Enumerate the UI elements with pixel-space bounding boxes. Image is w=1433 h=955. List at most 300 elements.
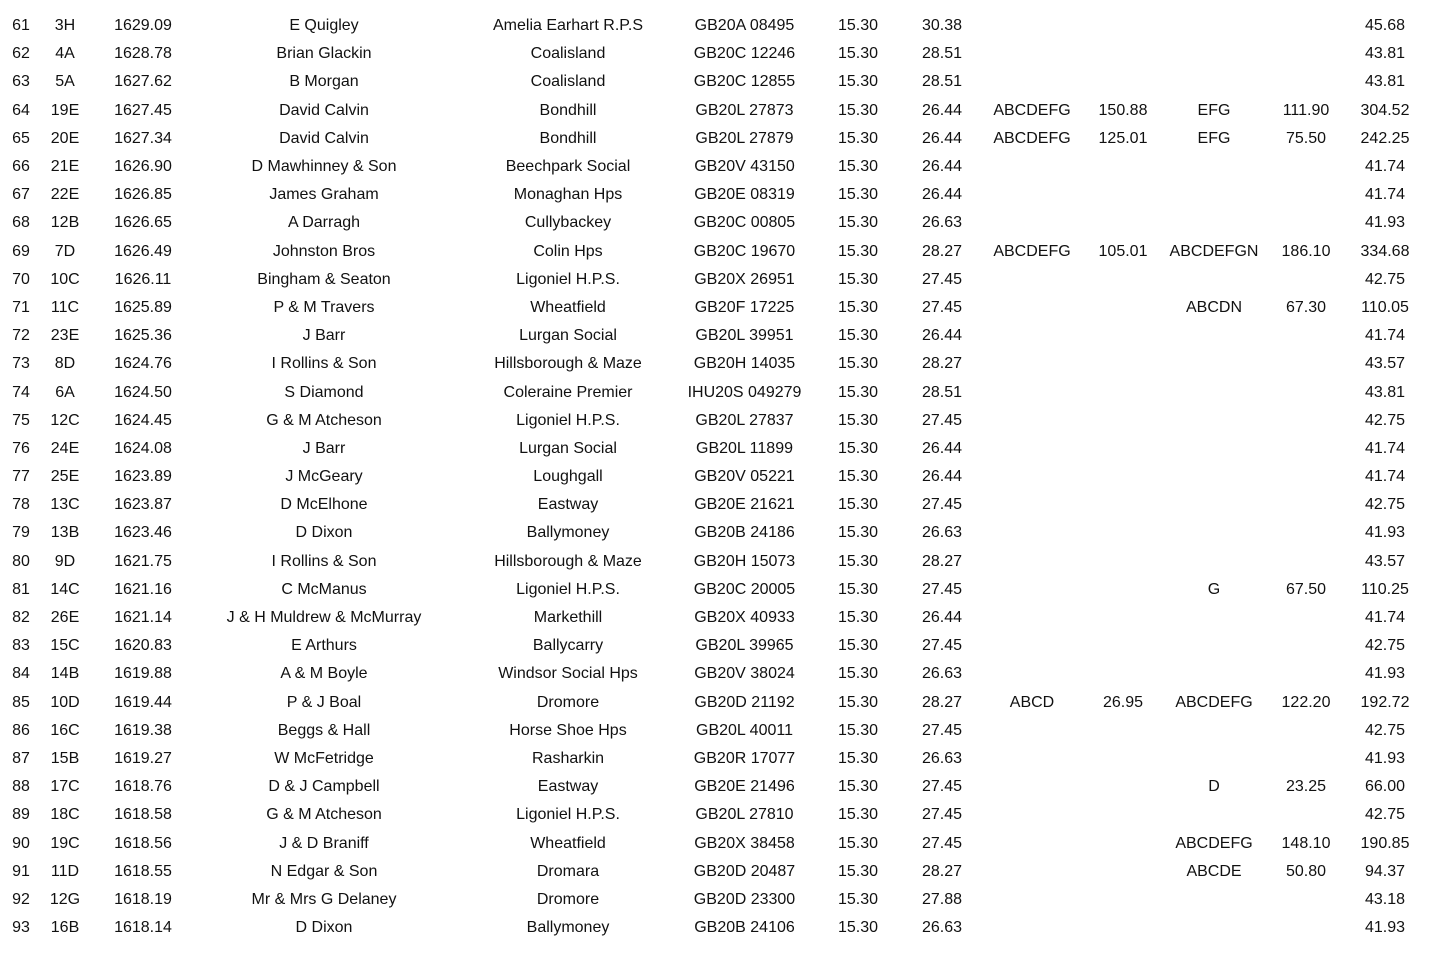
pen-number-cell: 3H: [54, 17, 76, 35]
ring-number-cell: GB20V 43150: [694, 158, 795, 176]
entry-fee-cell: 15.30: [837, 129, 879, 147]
pool-amount-a-cell: [1093, 463, 1153, 491]
pool-codes-b-cell: EFG: [1197, 101, 1231, 119]
prize-cell: 26.44: [921, 158, 963, 176]
ring-number-cell: GB20L 39965: [695, 637, 794, 655]
pool-codes-a-cell: ABCDEFG: [993, 101, 1071, 119]
position-cell: 64: [12, 101, 30, 119]
pen-number-cell: 19E: [50, 101, 80, 119]
velocity-cell: 1619.44: [114, 693, 172, 711]
prize-cell: 27.45: [921, 580, 963, 598]
total-cell: 41.74: [1364, 468, 1406, 486]
position-cell: 66: [12, 158, 30, 176]
entry-fee-cell: 15.30: [837, 778, 879, 796]
pool-codes-a-cell: [971, 435, 1093, 463]
entry-fee-cell: 15.30: [837, 834, 879, 852]
table-row: [0, 717, 1433, 745]
pool-amount-a-cell: [1093, 350, 1153, 378]
pool-amount-b-cell: 23.25: [1285, 778, 1327, 796]
member-name-cell: D & J Campbell: [268, 778, 380, 796]
pool-amount-b-cell: [1275, 266, 1337, 294]
table-row: [0, 576, 1433, 604]
position-cell: 72: [12, 327, 30, 345]
ring-number-cell: GB20L 27879: [695, 129, 794, 147]
pool-amount-a-cell: [1093, 12, 1153, 40]
table-row: [0, 773, 1433, 801]
ring-number-cell: GB20L 27873: [695, 101, 794, 119]
pool-codes-a-cell: ABCD: [1009, 693, 1055, 711]
entry-fee-cell: 15.30: [837, 806, 879, 824]
table-row: [0, 886, 1433, 914]
pool-codes-a-cell: [971, 801, 1093, 829]
pen-number-cell: 6A: [55, 383, 75, 401]
ring-number-cell: GB20C 12855: [693, 73, 796, 91]
member-name-cell: D Dixon: [295, 919, 353, 937]
pool-codes-b-cell: ABCDEFG: [1175, 834, 1253, 852]
club-name-cell: Bondhill: [539, 101, 597, 119]
velocity-cell: 1627.45: [114, 101, 172, 119]
ring-number-cell: GB20L 27837: [695, 411, 794, 429]
pool-codes-a-cell: [971, 604, 1093, 632]
pool-codes-b-cell: [1153, 266, 1275, 294]
pool-amount-a-cell: [1093, 576, 1153, 604]
pool-amount-b-cell: 111.90: [1282, 101, 1330, 119]
member-name-cell: J & H Muldrew & McMurray: [226, 609, 422, 627]
club-name-cell: Horse Shoe Hps: [509, 721, 627, 739]
prize-cell: 27.45: [921, 721, 963, 739]
pool-codes-b-cell: [1153, 660, 1275, 688]
position-cell: 68: [12, 214, 30, 232]
total-cell: 110.25: [1361, 580, 1409, 598]
pool-amount-b-cell: [1275, 914, 1337, 942]
velocity-cell: 1625.36: [114, 327, 172, 345]
pen-number-cell: 11D: [50, 862, 80, 880]
prize-cell: 26.63: [921, 665, 963, 683]
prize-cell: 27.45: [921, 411, 963, 429]
results-table: [0, 12, 1433, 942]
total-cell: 304.52: [1360, 101, 1410, 119]
pool-codes-a-cell: [971, 519, 1093, 547]
pool-codes-a-cell: [971, 294, 1093, 322]
prize-cell: 26.63: [921, 919, 963, 937]
total-cell: 66.00: [1364, 778, 1406, 796]
pool-amount-a-cell: [1093, 209, 1153, 237]
pool-amount-a-cell: [1093, 40, 1153, 68]
entry-fee-cell: 15.30: [837, 270, 879, 288]
position-cell: 67: [12, 186, 30, 204]
pool-amount-a-cell: [1093, 858, 1153, 886]
total-cell: 334.68: [1360, 242, 1410, 260]
pool-codes-a-cell: [971, 886, 1093, 914]
pool-codes-b-cell: D: [1208, 778, 1220, 796]
member-name-cell: J McGeary: [285, 468, 363, 486]
club-name-cell: Cullybackey: [524, 214, 612, 232]
position-cell: 93: [12, 919, 30, 937]
total-cell: 41.93: [1364, 919, 1406, 937]
pool-amount-a-cell: [1093, 660, 1153, 688]
club-name-cell: Ballymoney: [526, 919, 610, 937]
entry-fee-cell: 15.30: [837, 355, 879, 373]
pen-number-cell: 16B: [50, 919, 80, 937]
member-name-cell: J Barr: [302, 327, 346, 345]
entry-fee-cell: 15.30: [837, 73, 879, 91]
pool-amount-a-cell: [1093, 435, 1153, 463]
prize-cell: 26.63: [921, 749, 963, 767]
table-row: [0, 660, 1433, 688]
prize-cell: 28.51: [921, 73, 963, 91]
member-name-cell: G & M Atcheson: [266, 806, 382, 824]
velocity-cell: 1624.50: [114, 383, 172, 401]
pen-number-cell: 11C: [50, 298, 80, 316]
velocity-cell: 1624.76: [114, 355, 172, 373]
pen-number-cell: 19C: [50, 834, 80, 852]
pool-amount-b-cell: [1275, 322, 1337, 350]
position-cell: 84: [12, 665, 30, 683]
velocity-cell: 1619.88: [114, 665, 172, 683]
pen-number-cell: 15B: [50, 749, 80, 767]
member-name-cell: Brian Glackin: [276, 45, 372, 63]
pool-codes-b-cell: [1153, 886, 1275, 914]
total-cell: 43.81: [1364, 45, 1406, 63]
position-cell: 78: [12, 496, 30, 514]
entry-fee-cell: 15.30: [837, 383, 879, 401]
ring-number-cell: GB20E 21621: [694, 496, 795, 514]
ring-number-cell: GB20B 24186: [694, 524, 795, 542]
table-row: [0, 435, 1433, 463]
member-name-cell: I Rollins & Son: [271, 355, 377, 373]
velocity-cell: 1618.76: [114, 778, 172, 796]
position-cell: 92: [12, 890, 30, 908]
table-row: [0, 801, 1433, 829]
pool-amount-a-cell: 150.88: [1098, 101, 1148, 119]
pool-codes-b-cell: [1153, 209, 1275, 237]
total-cell: 41.93: [1364, 524, 1406, 542]
club-name-cell: Lurgan Social: [519, 327, 617, 345]
member-name-cell: B Morgan: [289, 73, 359, 91]
entry-fee-cell: 15.30: [837, 45, 879, 63]
position-cell: 65: [12, 129, 30, 147]
club-name-cell: Wheatfield: [530, 298, 606, 316]
table-row: [0, 491, 1433, 519]
ring-number-cell: GB20L 40011: [696, 721, 793, 739]
position-cell: 76: [12, 439, 30, 457]
member-name-cell: Bingham & Seaton: [257, 270, 391, 288]
club-name-cell: Dromore: [536, 693, 600, 711]
pool-codes-b-cell: [1153, 181, 1275, 209]
pen-number-cell: 13C: [50, 496, 80, 514]
position-cell: 81: [12, 580, 30, 598]
pool-amount-a-cell: [1093, 519, 1153, 547]
position-cell: 62: [12, 45, 30, 63]
member-name-cell: W McFetridge: [274, 749, 374, 767]
prize-cell: 28.27: [921, 552, 963, 570]
pool-codes-b-cell: [1153, 12, 1275, 40]
table-row: [0, 153, 1433, 181]
pool-codes-b-cell: ABCDEFG: [1175, 693, 1253, 711]
pool-codes-a-cell: [971, 660, 1093, 688]
club-name-cell: Coalisland: [530, 45, 606, 63]
member-name-cell: Beggs & Hall: [277, 721, 371, 739]
club-name-cell: Markethill: [533, 609, 603, 627]
total-cell: 42.75: [1364, 411, 1406, 429]
pool-amount-b-cell: [1275, 801, 1337, 829]
table-row: [0, 294, 1433, 322]
club-name-cell: Ligoniel H.P.S.: [516, 270, 620, 288]
velocity-cell: 1626.85: [114, 186, 172, 204]
pool-amount-a-cell: 26.95: [1102, 693, 1144, 711]
ring-number-cell: GB20L 11899: [696, 439, 793, 457]
entry-fee-cell: 15.30: [837, 439, 879, 457]
table-row: [0, 548, 1433, 576]
pool-amount-a-cell: [1093, 407, 1153, 435]
position-cell: 85: [12, 693, 30, 711]
velocity-cell: 1623.46: [114, 524, 172, 542]
pen-number-cell: 5A: [55, 73, 75, 91]
table-row: [0, 266, 1433, 294]
prize-cell: 26.44: [921, 327, 963, 345]
pool-codes-b-cell: [1153, 407, 1275, 435]
entry-fee-cell: 15.30: [837, 919, 879, 937]
pool-codes-a-cell: [971, 773, 1093, 801]
table-row: [0, 463, 1433, 491]
table-row: [0, 209, 1433, 237]
entry-fee-cell: 15.30: [837, 496, 879, 514]
ring-number-cell: GB20F 17225: [694, 298, 795, 316]
pen-number-cell: 9D: [54, 552, 76, 570]
pool-codes-a-cell: [971, 266, 1093, 294]
pool-amount-a-cell: [1093, 773, 1153, 801]
pool-codes-a-cell: [971, 858, 1093, 886]
club-name-cell: Ligoniel H.P.S.: [516, 806, 620, 824]
pool-codes-a-cell: ABCDEFG: [993, 242, 1071, 260]
velocity-cell: 1627.34: [114, 129, 172, 147]
position-cell: 89: [12, 806, 30, 824]
ring-number-cell: GB20L 27810: [695, 806, 794, 824]
ring-number-cell: GB20E 21496: [694, 778, 795, 796]
pool-amount-b-cell: [1275, 886, 1337, 914]
ring-number-cell: GB20D 21192: [694, 693, 795, 711]
entry-fee-cell: 15.30: [837, 862, 879, 880]
pool-amount-a-cell: 125.01: [1098, 129, 1148, 147]
total-cell: 94.37: [1364, 862, 1406, 880]
ring-number-cell: GB20H 14035: [693, 355, 796, 373]
pool-codes-b-cell: [1153, 350, 1275, 378]
pool-codes-b-cell: [1153, 914, 1275, 942]
entry-fee-cell: 15.30: [837, 17, 879, 35]
table-row: [0, 68, 1433, 96]
club-name-cell: Bondhill: [539, 129, 597, 147]
pool-codes-b-cell: [1153, 519, 1275, 547]
club-name-cell: Rasharkin: [531, 749, 605, 767]
pool-amount-b-cell: 122.20: [1281, 693, 1331, 711]
pool-amount-b-cell: [1275, 745, 1337, 773]
pool-amount-a-cell: [1093, 378, 1153, 406]
position-cell: 71: [12, 298, 30, 316]
position-cell: 82: [12, 609, 30, 627]
velocity-cell: 1618.14: [114, 919, 172, 937]
club-name-cell: Ballycarry: [532, 637, 604, 655]
total-cell: 43.57: [1364, 552, 1406, 570]
position-cell: 86: [12, 721, 30, 739]
total-cell: 190.85: [1360, 834, 1410, 852]
prize-cell: 27.45: [921, 834, 963, 852]
pool-amount-b-cell: [1275, 40, 1337, 68]
member-name-cell: A & M Boyle: [280, 665, 368, 683]
pool-codes-a-cell: [971, 548, 1093, 576]
pen-number-cell: 8D: [54, 355, 76, 373]
member-name-cell: A Darragh: [287, 214, 361, 232]
ring-number-cell: GB20C 00805: [693, 214, 796, 232]
position-cell: 79: [12, 524, 30, 542]
position-cell: 83: [12, 637, 30, 655]
pool-codes-b-cell: [1153, 717, 1275, 745]
pool-amount-b-cell: [1275, 491, 1337, 519]
velocity-cell: 1624.08: [114, 439, 172, 457]
pen-number-cell: 25E: [50, 468, 80, 486]
total-cell: 43.18: [1364, 890, 1406, 908]
prize-cell: 27.45: [921, 806, 963, 824]
member-name-cell: J & D Braniff: [279, 834, 369, 852]
pool-amount-b-cell: 67.30: [1285, 298, 1327, 316]
pool-codes-a-cell: ABCDEFG: [993, 129, 1071, 147]
pool-amount-b-cell: [1275, 378, 1337, 406]
member-name-cell: David Calvin: [279, 129, 369, 147]
pool-codes-a-cell: [971, 914, 1093, 942]
pool-codes-a-cell: [971, 153, 1093, 181]
pool-codes-b-cell: [1153, 463, 1275, 491]
pool-amount-b-cell: 75.50: [1285, 129, 1327, 147]
results-body: [0, 12, 1433, 942]
club-name-cell: Coleraine Premier: [503, 383, 633, 401]
entry-fee-cell: 15.30: [837, 609, 879, 627]
member-name-cell: J Barr: [302, 439, 346, 457]
prize-cell: 27.45: [921, 637, 963, 655]
total-cell: 42.75: [1364, 721, 1406, 739]
pen-number-cell: 24E: [50, 439, 80, 457]
pen-number-cell: 13B: [50, 524, 80, 542]
pool-codes-b-cell: [1153, 632, 1275, 660]
club-name-cell: Ligoniel H.P.S.: [516, 580, 620, 598]
ring-number-cell: GB20C 19670: [693, 242, 796, 260]
total-cell: 42.75: [1364, 637, 1406, 655]
pool-codes-a-cell: [971, 745, 1093, 773]
club-name-cell: Coalisland: [530, 73, 606, 91]
pool-codes-b-cell: [1153, 322, 1275, 350]
pool-codes-a-cell: [971, 12, 1093, 40]
ring-number-cell: GB20B 24106: [694, 919, 795, 937]
total-cell: 41.74: [1364, 609, 1406, 627]
entry-fee-cell: 15.30: [837, 580, 879, 598]
pool-amount-b-cell: [1275, 68, 1337, 96]
entry-fee-cell: 15.30: [837, 693, 879, 711]
prize-cell: 26.44: [921, 129, 963, 147]
ring-number-cell: IHU20S 049279: [687, 383, 802, 401]
velocity-cell: 1626.11: [114, 270, 172, 288]
table-row: [0, 632, 1433, 660]
ring-number-cell: GB20C 12246: [693, 45, 796, 63]
prize-cell: 30.38: [921, 17, 963, 35]
ring-number-cell: GB20E 08319: [694, 186, 795, 204]
pool-codes-a-cell: [971, 463, 1093, 491]
table-row: [0, 12, 1433, 40]
entry-fee-cell: 15.30: [837, 524, 879, 542]
position-cell: 61: [12, 17, 30, 35]
position-cell: 75: [12, 411, 30, 429]
entry-fee-cell: 15.30: [837, 101, 879, 119]
pool-codes-b-cell: [1153, 491, 1275, 519]
member-name-cell: E Arthurs: [291, 637, 357, 655]
club-name-cell: Hillsborough & Maze: [494, 552, 642, 570]
entry-fee-cell: 15.30: [837, 411, 879, 429]
pen-number-cell: 18C: [50, 806, 80, 824]
velocity-cell: 1618.58: [114, 806, 172, 824]
prize-cell: 26.44: [921, 468, 963, 486]
ring-number-cell: GB20R 17077: [693, 749, 796, 767]
pool-amount-a-cell: [1093, 548, 1153, 576]
entry-fee-cell: 15.30: [837, 637, 879, 655]
prize-cell: 26.44: [921, 101, 963, 119]
member-name-cell: P & J Boal: [286, 693, 362, 711]
total-cell: 42.75: [1364, 806, 1406, 824]
total-cell: 42.75: [1364, 270, 1406, 288]
pool-codes-b-cell: G: [1207, 580, 1221, 598]
member-name-cell: I Rollins & Son: [271, 552, 377, 570]
pool-amount-b-cell: 67.50: [1285, 580, 1327, 598]
table-row: [0, 97, 1433, 125]
pool-codes-a-cell: [971, 350, 1093, 378]
prize-cell: 27.45: [921, 298, 963, 316]
pen-number-cell: 14B: [50, 665, 80, 683]
pen-number-cell: 20E: [50, 129, 80, 147]
pool-amount-b-cell: [1275, 463, 1337, 491]
velocity-cell: 1623.89: [114, 468, 172, 486]
position-cell: 87: [12, 749, 30, 767]
total-cell: 41.93: [1364, 749, 1406, 767]
pool-amount-a-cell: [1093, 632, 1153, 660]
pen-number-cell: 12B: [50, 214, 80, 232]
total-cell: 242.25: [1360, 129, 1410, 147]
total-cell: 41.74: [1364, 439, 1406, 457]
pool-codes-a-cell: [971, 632, 1093, 660]
pool-amount-b-cell: [1275, 604, 1337, 632]
ring-number-cell: GB20L 39951: [695, 327, 794, 345]
table-row: [0, 407, 1433, 435]
pool-amount-b-cell: [1275, 660, 1337, 688]
pool-codes-b-cell: [1153, 435, 1275, 463]
member-name-cell: David Calvin: [279, 101, 369, 119]
pen-number-cell: 15C: [50, 637, 80, 655]
club-name-cell: Monaghan Hps: [513, 186, 623, 204]
pool-amount-b-cell: [1275, 435, 1337, 463]
pen-number-cell: 7D: [54, 242, 76, 260]
member-name-cell: N Edgar & Son: [270, 862, 378, 880]
table-row: [0, 604, 1433, 632]
member-name-cell: Mr & Mrs G Delaney: [251, 890, 397, 908]
table-row: [0, 40, 1433, 68]
club-name-cell: Hillsborough & Maze: [494, 355, 642, 373]
pool-amount-a-cell: [1093, 266, 1153, 294]
table-row: [0, 238, 1433, 266]
entry-fee-cell: 15.30: [837, 327, 879, 345]
member-name-cell: C McManus: [281, 580, 367, 598]
pool-amount-a-cell: 105.01: [1098, 242, 1148, 260]
total-cell: 42.75: [1364, 496, 1406, 514]
table-row: [0, 914, 1433, 942]
club-name-cell: Amelia Earhart R.P.S: [493, 17, 643, 35]
position-cell: 88: [12, 778, 30, 796]
pool-amount-b-cell: [1275, 350, 1337, 378]
table-row: [0, 829, 1433, 857]
